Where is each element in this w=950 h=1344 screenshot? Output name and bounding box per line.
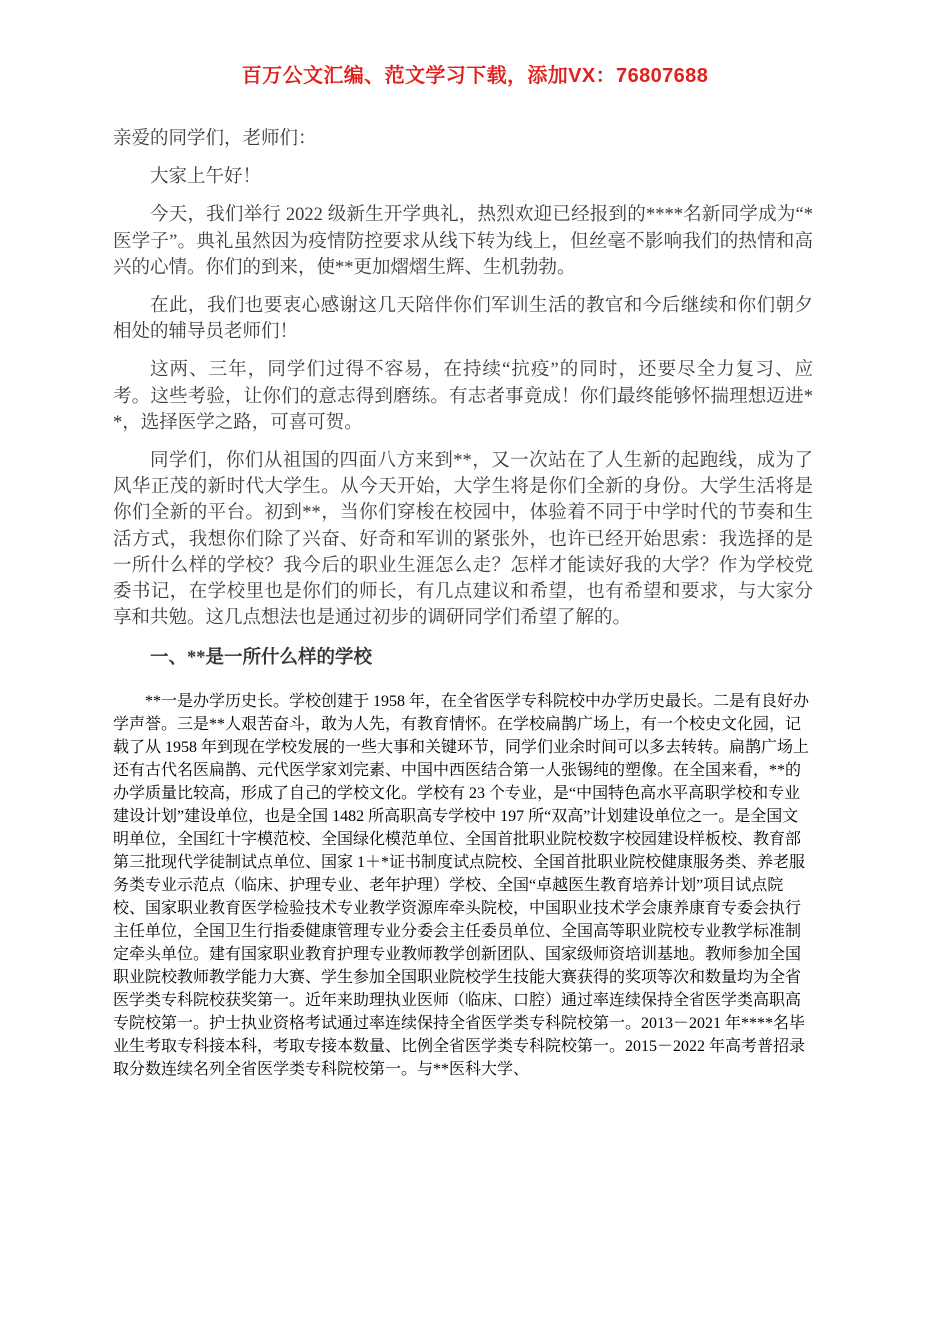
- document-body: [113, 126, 813, 1079]
- paragraph-hardship: 这两、三年，同学们过得不容易，在持续“抗疫”的同时，还要尽全力复习、应考。这些考验，让你们的意志得到磨练。有志者事竟成！你们最终能够怀揣理想迈进**，选择医学之路，可喜可贺。: [113, 360, 813, 433]
- greeting-paragraph: 大家上午好！: [150, 167, 262, 188]
- paragraph-school-profile: **一是办学历史长。学校创建于 1958 年，在全省医学专科院校中办学历史最长。二是有良好办学声誉。三是**人艰苦奋斗，敢为人先，有教育情怀。在学校扁鹊广场上，有一个校史文化园，记载了从 1958 年到现在学校发展的一些大事和关键环节，同学们业余时间可以多去转转。扁鹊广场上还有古代名医扁鹊、元代医学家刘完素、中国中西医结合第一人张锡纯的塑像。在全国来看，**的办学质量比较高，形成了自己的学校文化。学校有 23 个专业，是“中国特色高水平高职学校和专业建设计划”建设单位，也是全国 1482 所高职高专学校中 197 所“双高”计划建设单位之一。是全国文明单位，全国红十字模范校、全国绿化模范单位、全国首批职业院校数字校园建设样板校、教育部第三批现代学徒制试点单位、国家 1＋*证书制度试点院校、全国首批职业院校健康服务类、养老服务类专业示范点（临床、护理专业、老年护理）学校、全国“卓越医生教育培养计划”项目试点院校、国家职业教育医学检验技术专业教学资源库牵头院校，中国职业技术学会康养康育专委会执行主任单位，全国卫生行指委健康管理专业分委会主任委员单位、全国高等职业院校专业教学标准制定牵头单位。建有国家职业教育护理专业教师教学创新团队、国家级师资培训基地。教师参加全国职业院校教师教学能力大赛、学生参加全国职业院校学生技能大赛获得的奖项等次和数量均为全省医学类专科院校获奖第一。近年来助理执业医师（临床、口腔）通过率连续保持全省医学类高职高专院校第一。护士执业资格考试通过率连续保持全省医学类专科院校第一。2013－2021 年****名毕业生考取专科接本科，考取专接本数量、比例全省医学类专科院校第一。2015－2022 年高考普招录取分数连续名列全省医学类专科院校第一。与**医科大学、: [113, 692, 810, 1078]
- promo-banner: 百万公文汇编、范文学习下载，添加VX：76807688: [241, 65, 709, 87]
- paragraph-new-students: 同学们，你们从祖国的四面八方来到**，又一次站在了人生新的起跑线，成为了风华正茂的新时代大学生。从今天开始，大学生将是你们全新的身份。大学生活将是你们全新的平台。初到**，当你们穿梭在校园中，体验着不同于中学时代的节奏和生活方式，我想你们除了兴奋、好奇和军训的紧张外，也许已经开始思索：我选择的是一所什么样的学校？我今后的职业生涯怎么走？怎样才能读好我的大学？作为学校党委书记，在学校里也是你们的师长，有几点建议和希望，也有希望和要求，与大家分享和共勉。这几点想法也是通过初步的调研同学们希望了解的。: [113, 451, 813, 629]
- salutation: 亲爱的同学们，老师们：: [113, 129, 317, 149]
- paragraph-opening-ceremony: 今天，我们举行 2022 级新生开学典礼，热烈欢迎已经报到的****名新同学成为“*医学子”。典礼虽然因为疫情防控要求从线下转为线上，但丝毫不影响我们的热情和高兴的心情。你们的到来，使**更加熠熠生辉、生机勃勃。: [113, 205, 813, 278]
- section-heading-1: 一、**是一所什么样的学校: [150, 648, 373, 669]
- paragraph-thanks: 在此，我们也要衷心感谢这几天陪伴你们军训生活的教官和今后继续和你们朝夕相处的辅导员老师们！: [113, 296, 813, 343]
